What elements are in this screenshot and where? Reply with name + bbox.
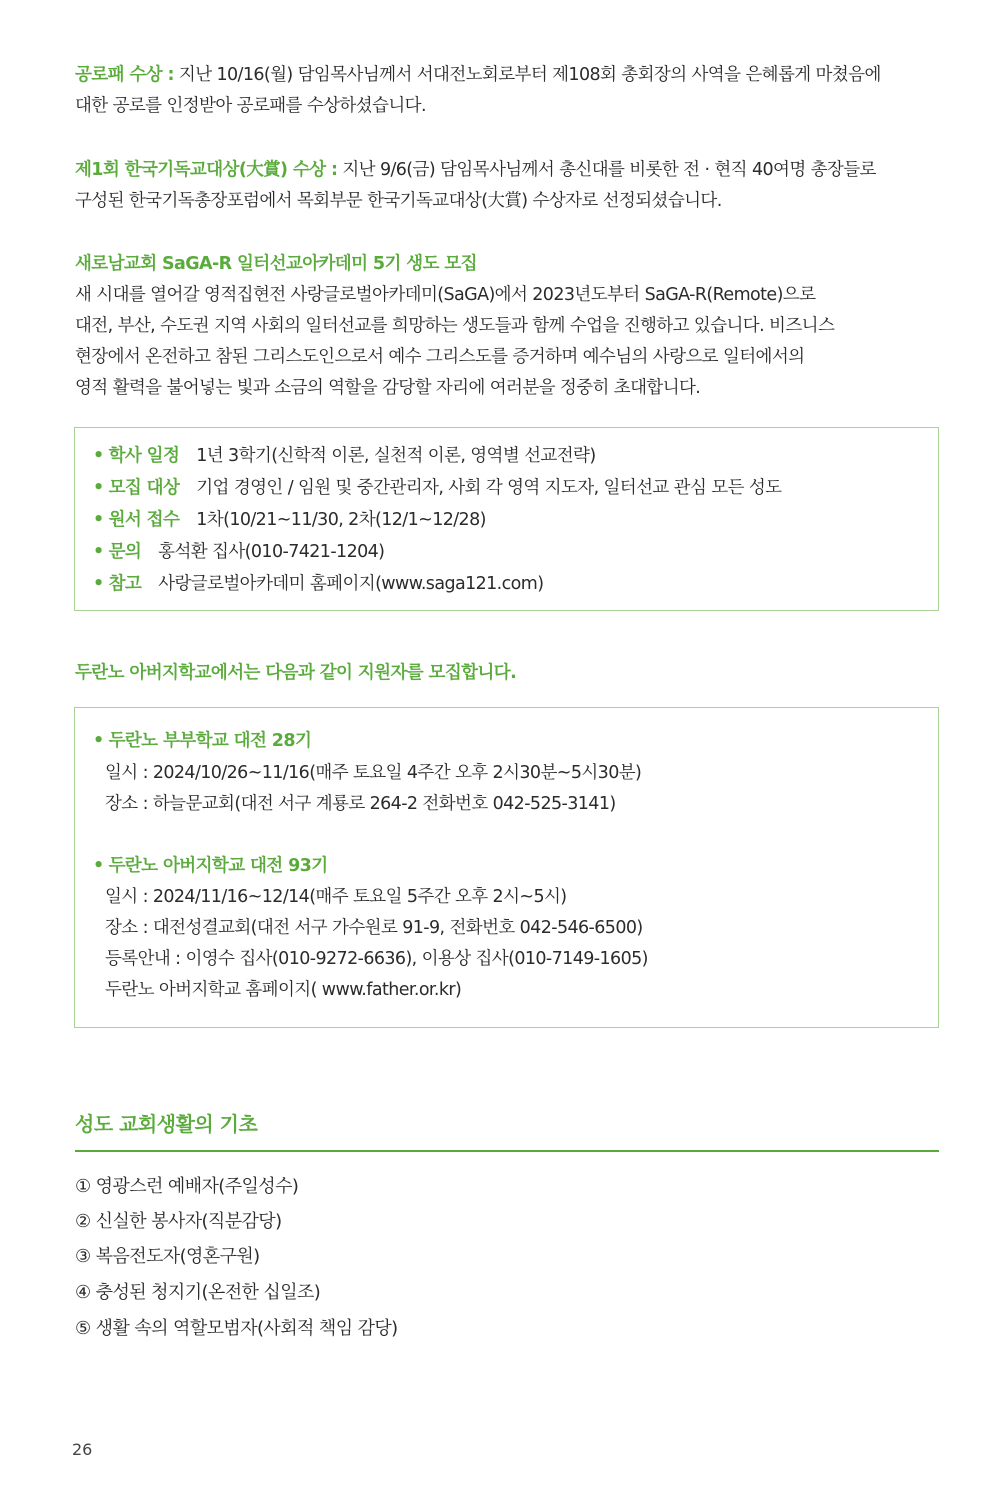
- saga-text: 새 시대를 열어갈 영적집현전 사랑글로벌아카데미(SaGA)에서 2023년도부터 SaGA-R(Remote)으로: [75, 285, 816, 305]
- notice-christian-award: [75, 155, 943, 217]
- basics-item: ② 신실한 봉사자(직분감당): [75, 1211, 282, 1232]
- bullet-dot: •: [93, 478, 104, 498]
- saga-section: [75, 249, 943, 404]
- notice-heading: 공로패 수상 :: [75, 65, 174, 85]
- saga-info-value: 홍석환 집사(010-7421-1204): [158, 542, 385, 562]
- group-title: [93, 726, 311, 757]
- basics-title: 성도 교회생활의 기초: [75, 1112, 258, 1136]
- basics-item: ⑤ 생활 속의 역할모범자(사회적 책임 감당): [75, 1318, 398, 1339]
- notice-heading: 제1회 한국기독교대상(大賞) 수상 :: [75, 160, 338, 180]
- notice-text: 구성된 한국기독총장포럼에서 목회부문 한국기독교대상(大賞) 수상자로 선정되셨습니다.: [75, 191, 722, 211]
- saga-info-item: [93, 473, 781, 504]
- notice-text: 대한 공로를 인정받아 공로패를 수상하셨습니다.: [75, 96, 426, 116]
- saga-text: 현장에서 온전하고 참된 그리스도인으로서 예수 그리스도를 증거하며 예수님의 사랑으로 일터에서의: [75, 347, 805, 367]
- basics-item: ③ 복음전도자(영혼구원): [75, 1246, 260, 1267]
- saga-info-label: 학사 일정: [108, 446, 180, 466]
- group-line: 일시 : 2024/11/16~12/14(매주 토요일 5주간 오후 2시~5시): [105, 887, 567, 907]
- saga-info-label: 문의: [108, 542, 142, 562]
- father-heading-text: 두란노 아버지학교에서는 다음과 같이 지원자를 모집합니다.: [75, 663, 517, 683]
- notice-award-plaque: [75, 60, 943, 122]
- saga-info-item: [93, 441, 596, 472]
- divider: [75, 1150, 939, 1152]
- saga-info-value: 사랑글로벌아카데미 홈페이지(www.saga121.com): [158, 574, 544, 594]
- group-title-text: 두란노 아버지학교 대전 93기: [108, 856, 328, 876]
- saga-info-box: [74, 427, 939, 611]
- group-line: 두란노 아버지학교 홈페이지( www.father.or.kr): [105, 980, 462, 1000]
- bullet-dot: •: [93, 446, 104, 466]
- bullet-dot: •: [93, 731, 104, 751]
- basics-item: ④ 충성된 청지기(온전한 십일조): [75, 1282, 321, 1303]
- father-heading: [75, 658, 943, 689]
- saga-text: 영적 활력을 불어넣는 빛과 소금의 역할을 감당할 자리에 여러분을 정중히 초대합니다.: [75, 378, 701, 398]
- notice-text: 지난 10/16(월) 담임목사님께서 서대전노회로부터 제108회 총회장의 사역을 은혜롭게 마쳤음에: [173, 65, 881, 85]
- group-line: 장소 : 대전성결교회(대전 서구 가수원로 91-9, 전화번호 042-546-6500): [105, 918, 643, 938]
- saga-info-value: 기업 경영인 / 임원 및 중간관리자, 사회 각 영역 지도자, 일터선교 관심 모든 성도: [196, 478, 782, 498]
- saga-info-label: 원서 접수: [108, 510, 180, 530]
- saga-info-label: 모집 대상: [108, 478, 180, 498]
- group-line: 일시 : 2024/10/26~11/16(매주 토요일 4주간 오후 2시30분~5시30분): [105, 763, 642, 783]
- saga-info-value: 1년 3학기(신학적 이론, 실천적 이론, 영역별 선교전략): [196, 446, 596, 466]
- group-title: [93, 851, 328, 882]
- page-number: 26: [72, 1440, 93, 1459]
- saga-info-label: 참고: [108, 574, 142, 594]
- saga-heading: 새로남교회 SaGA-R 일터선교아카데미 5기 생도 모집: [75, 254, 477, 274]
- saga-info-item: [93, 505, 486, 536]
- group-title-text: 두란노 부부학교 대전 28기: [108, 731, 312, 751]
- notice-text: 지난 9/6(금) 담임목사님께서 총신대를 비롯한 전 · 현직 40여명 총장들로: [337, 160, 876, 180]
- saga-info-item: [93, 569, 543, 600]
- saga-info-value: 1차(10/21~11/30, 2차(12/1~12/28): [196, 510, 486, 530]
- basics-item: ① 영광스런 예배자(주일성수): [75, 1176, 299, 1197]
- saga-text: 대전, 부산, 수도권 지역 사회의 일터선교를 희망하는 생도들과 함께 수업을 진행하고 있습니다. 비즈니스: [75, 316, 835, 336]
- bullet-dot: •: [93, 574, 104, 594]
- group-line: 장소 : 하늘문교회(대전 서구 계룡로 264-2 전화번호 042-525-3141): [105, 794, 616, 814]
- father-info-box: [74, 707, 939, 1028]
- bullet-dot: •: [93, 510, 104, 530]
- bullet-dot: •: [93, 542, 104, 562]
- group-line: 등록안내 : 이영수 집사(010-9272-6636), 이용상 집사(010-7149-1605): [105, 949, 648, 969]
- saga-info-item: [93, 537, 384, 568]
- bullet-dot: •: [93, 856, 104, 876]
